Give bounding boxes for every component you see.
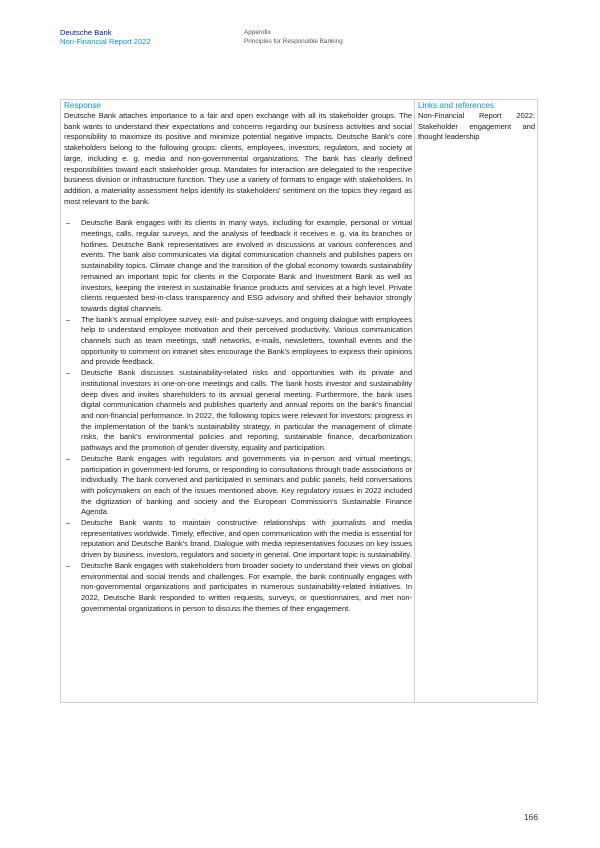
response-heading: Response xyxy=(64,101,101,110)
links-heading: Links and references xyxy=(418,101,495,110)
list-item-text: Deutsche Bank engages with stakeholders from broader society to understand their views on global environmental and social trends and challenges. For example, the bank continually engages with non-governmental organizations and participates in numerous sustainability-related initiatives. In 2022, Deutsche Bank responded to written requests, surveys, or questionnaires, and met non-governmental organizations in person to discuss the themes of their engagement. xyxy=(81,560,412,613)
header-report-id xyxy=(60,28,151,46)
reference-text: Non-Financial Report 2022: Stakeholder engagement and thought leadership xyxy=(418,111,535,142)
page-number: 166 xyxy=(524,812,538,822)
list-item xyxy=(64,518,412,561)
section-title: Appendix xyxy=(244,29,271,36)
bullet-dash: – xyxy=(66,218,71,228)
subsection-title: Principles for Responsible Banking xyxy=(244,37,343,45)
bullet-dash: – xyxy=(66,368,71,378)
list-item-text: Deutsche Bank engages with regulators and governments via in-person and virtual meetings, participation in government-led forums, or responding to consultations through trade associations or individually. The bank convened and participated in seminars and public panels, held conversations with policymakers on each of the issues mentioned above. Key regulatory issues in 2022 included the digitization of banking and society and the European Commission’s Sustainable Finance Agenda. xyxy=(81,453,412,517)
links-column xyxy=(415,100,537,702)
list-item-text: The bank’s annual employee survey, exit- and pulse-surveys, and ongoing dialogue with employees help to understand employee motivation and their perceived productivity. Various communication channels such as team meetings, staff networks, e-mails, newsletters, townhall events and the opportunity to comment on intranet sites encourage the Bank’s employees to express their opinions and provide feedback. xyxy=(81,314,412,367)
header-section xyxy=(244,29,343,46)
list-item xyxy=(64,368,412,454)
stakeholder-list xyxy=(64,218,412,614)
brand-name: Deutsche Bank xyxy=(60,28,112,37)
list-item-text: Deutsche Bank wants to maintain constructive relationships with journalists and media representatives worldwide. Timely, effective, and open communication with the media is essential for reputation and Deutsche Bank’s brand. Dialogue with media representatives focuses on key issues driven by business, investors, regulators and society in general. One important topic is sustainability. xyxy=(81,518,412,560)
response-column xyxy=(61,100,415,702)
response-table xyxy=(60,99,538,703)
bullet-dash: – xyxy=(66,314,71,324)
list-item-text: Deutsche Bank engages with its clients in many ways, including for example, personal or virtual meetings, calls, regular surveys, and the analysis of feedback it receives e. g. via its branches or hotlines. Deutsche Bank representatives are involved in discussions at various conferences and events. The bank also communicates via digital communication channels and publishes papers on sustainability topics. Climate change and the transition of the global economy towards sustainability remained an important topic for clients in the Corporate Bank and Investment Bank as well as investors, keeping the interest in sustainable finance products and services at a high level. Private clients requested best-in-class transparency and ESG advisory and shifted their behavior strongly towards digital channels. xyxy=(81,218,412,313)
list-item xyxy=(64,315,412,369)
bullet-dash: – xyxy=(66,453,71,463)
report-title: Non-Financial Report 2022 xyxy=(60,37,151,46)
bullet-dash: – xyxy=(66,518,71,528)
list-item xyxy=(64,218,412,314)
list-item-text: Deutsche Bank discusses sustainability-related risks and opportunities with its private and institutional investors in one-on-one meetings and calls. The bank hosts investor and sustainability deep dives and invites shareholders to its annual general meeting. Furthermore, the bank uses digital communication channels and publishes quarterly and annual reports on the bank’s financial and non-financial performance. In 2022, the following topics were relevant for investors: progress in the implementation of the bank’s sustainability strategy, in particular the management of climate risks, the bank’s environmental policies and reporting; sustainable finance, decarbonization pathways and the promotion of gender diversity, equality and participation. xyxy=(81,368,412,453)
bullet-dash: – xyxy=(66,560,71,570)
list-item xyxy=(64,561,412,615)
list-item xyxy=(64,454,412,518)
intro-paragraph: Deutsche Bank attaches importance to a fair and open exchange with all its stakeholder groups. The bank wants to understand their expectations and concerns regarding our business activities and social responsibility to maximize its positive and minimize potential negative impacts. Deutsche Bank’s core stakeholders belong to the following groups: clients, employees, investors, regulators, and society at large, including e. g. media and non-governmental organizations. The bank has clearly defined responsibilities toward each stakeholder group. Mandates for interaction are delegated to the respective business division or infrastructure function. They use a variety of formats to engage with stakeholders. In addition, a materiality assessment helps identify its stakeholders’ sentiment on the topics they regard as most relevant to the bank. xyxy=(64,111,412,206)
